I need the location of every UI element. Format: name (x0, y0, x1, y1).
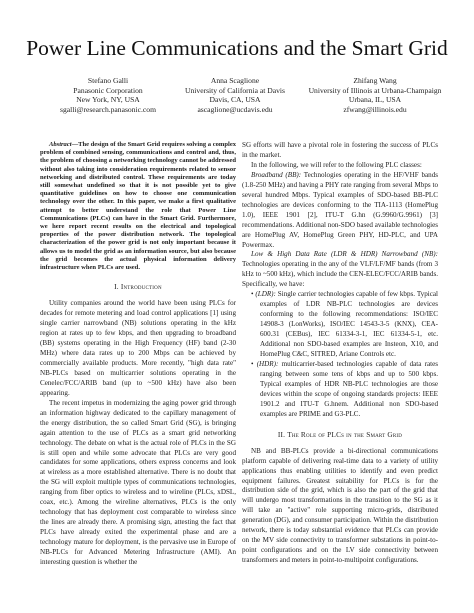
author-2 (165, 76, 305, 114)
bullet: • (251, 290, 254, 299)
author-email: ascaglione@ucdavis.edu (197, 104, 273, 114)
continuation-paragraph: SG efforts will have a pivotal role in fostering the success of PLCs in the market. (242, 141, 438, 159)
section2-paragraph: NB and BB-PLCs provide a bi-directional communications platform capable of delivering real-time data to a variety of utility applications thus enabling utilities to identify and even predict equipment failures. Greatest suitability for PLCs is for the distribution side of the grid, which is also the part of the grid that will undergo most transformations in the transition to the SG as it will take an "active" role supporting micro-grids, distributed generation (DG), and consumer participation. Within the distribution network, there is today substantial evidence that PLCs can provide on the MV side connectivity to transformer substations in point-to-point configurations and on the LV side connectivity between transformers and meters in point-to-multipoint configurations. (242, 446, 438, 565)
classes-intro: In the following, we will refer to the following PLC classes: (251, 160, 422, 169)
narrowband-label: Low & High Data Rate (LDR & HDR) Narrowband (NB): (251, 250, 438, 259)
hdr-bullet-item (242, 360, 438, 420)
abstract (40, 141, 236, 272)
author-name: Zhifang Wang (353, 76, 397, 85)
ldr-label: (LDR): (255, 290, 276, 299)
left-column (40, 141, 236, 568)
author-name: Stefano Galli (87, 76, 129, 85)
author-name: Anna Scaglione (210, 76, 260, 85)
abstract-label: Abstract (49, 141, 72, 148)
narrowband-text: Technologies operating in the any of the VLF/LF/MF bands (from 3 kHz to ~500 kHz), which include the CEN-ELEC/FCC/ARIB bands. Specifically, we have: (242, 260, 438, 289)
section-heading-role-of-plcs: II. The Role of PLCs in the Smart Grid (277, 429, 403, 439)
author-email: sgalli@research.panasonic.com (60, 104, 156, 114)
author-3 (290, 76, 460, 114)
bullet: • (251, 359, 254, 368)
ldr-bullet-item (242, 290, 438, 360)
author-location: Urbana, IL, USA (348, 95, 402, 105)
abstract-text: —The design of the Smart Grid requires solving a complex problem of combined sensing, communications and control and, thus, the problem of choosing a networking technology cannot be addressed without also taking into consideration requirements related to sensor networking and distributed control. These requirements are today still somewhat undefined so that it is not possible yet to give quantitative guidelines on how to choose one communication technology over the other. In this paper, we make a first qualitative attempt to better understand the role that Power Line Communications (PLCs) can have in the Smart Grid. Furthermore, we here report recent results on the electrical and topological properties of the power distribution network. The topological characterization of the power grid is not only important because it allows us to model the grid as an information source, but also because the grid becomes the actual physical information delivery infrastructure when PLCs are used. (40, 141, 236, 272)
section-heading-introduction: I. Introduction (114, 282, 162, 292)
author-location: New York, NY, USA (76, 95, 140, 105)
author-location: Davis, CA, USA (209, 95, 261, 105)
narrowband-paragraph (242, 250, 438, 290)
ldr-text: Single carrier technologies capable of few kbps. Typical examples of LDR NB-PLC technologies are devices conforming to the following recommendations: ISO/IEC 14908-3 (LonWorks), ISO/IEC 14543-3-5 (KNX), CEA-600.31 (CEBus), IEC 61334-3-1, IEC 61334-5-1, etc. Additional non SDO-based examples are Insteon, X10, and HomePlug C&C, SITRED, Ariane Controls etc. (260, 290, 438, 359)
broadband-paragraph (242, 171, 438, 251)
right-column (242, 141, 438, 566)
hdr-label: (HDR): (256, 359, 279, 368)
broadband-label: Broadband (BB): (251, 170, 302, 179)
author-email: zfwang@illinois.edu (343, 104, 407, 114)
intro-paragraph: The recent impetus in modernizing the aging power grid through an information highway dedicated to the capillary management of the energy distribution, the so called Smart Grid (SG), is bringing again attention to the use of PLCs as a smart grid networking technology. The debate on what is the actual role of PLCs in the SG is still open and while some advocate that PLCs are very good candidates for some applications, others express concerns and look at wireless as a more established alternative. There is no doubt that the SG will exploit multiple types of communications technologies, ranging from fiber optics to wireless and to wireline (PLCs, xDSL, coax, etc.). Among the wireline alternatives, PLCs is the only technology that has deployment cost comparable to wireless since the lines are already there. A promising sign, attesting the fact that PLCs have already exited the experimental phase and are a technology mature for deployment, is the pervasive use in Europe of NB-PLCs for Advanced Metering Infrastructure (AMI). An interesting question is whether the (40, 398, 236, 566)
intro-paragraph: Utility companies around the world have been using PLCs for decades for remote metering and load control applications [1] using single carrier narrowband (NB) solutions operating in the kHz region at rates up to few kbps, and then upgrading to broadband (BB) systems operating in the High Frequency (HF) band (2-30 MHz) where data rates up to 200 Mbps can be achieved by commercially available products. More recently, "high data rate" NB-PLCs based on multicarrier solutions operating in the Cenelec/FCC/ARIB band (up to ~500 kHz) have also been appearing. (40, 299, 236, 397)
broadband-text: Technologies operating in the HF/VHF bands (1.8-250 MHz) and having a PHY rate ranging from several Mbps to several hundred Mbps. Typical examples of SDO-based BB-PLC technologies are devices conforming to the TIA-1113 (HomePlug 1.0), IEEE 1901 [2], ITU-T G.hn (G.9960/G.9961) [3] recommendations. Additional non-SDO based available technologies are HomePlug AV, HomePlug Green PHY, HD-PLC, and UPA Powermax. (242, 170, 439, 249)
hdr-text: multicarrier-based technologies capable of data rates ranging between some tens of kbps and up to 500 kbps. Typical examples of HDR NB-PLC technologies are those devices within the scope of ongoing standards projects: IEEE 1901.2 and ITU-T G.hnem. Additional non SDO-based examples are PRIME and G3-PLC. (260, 359, 438, 418)
author-1 (38, 76, 178, 114)
author-affiliation: University of Illinois at Urbana-Champaign (308, 85, 442, 95)
author-affiliation: University of California at Davis (185, 85, 285, 95)
paper-title: Power Line Communications and the Smart Grid (26, 36, 448, 60)
author-affiliation: Panasonic Corporation (73, 85, 143, 95)
